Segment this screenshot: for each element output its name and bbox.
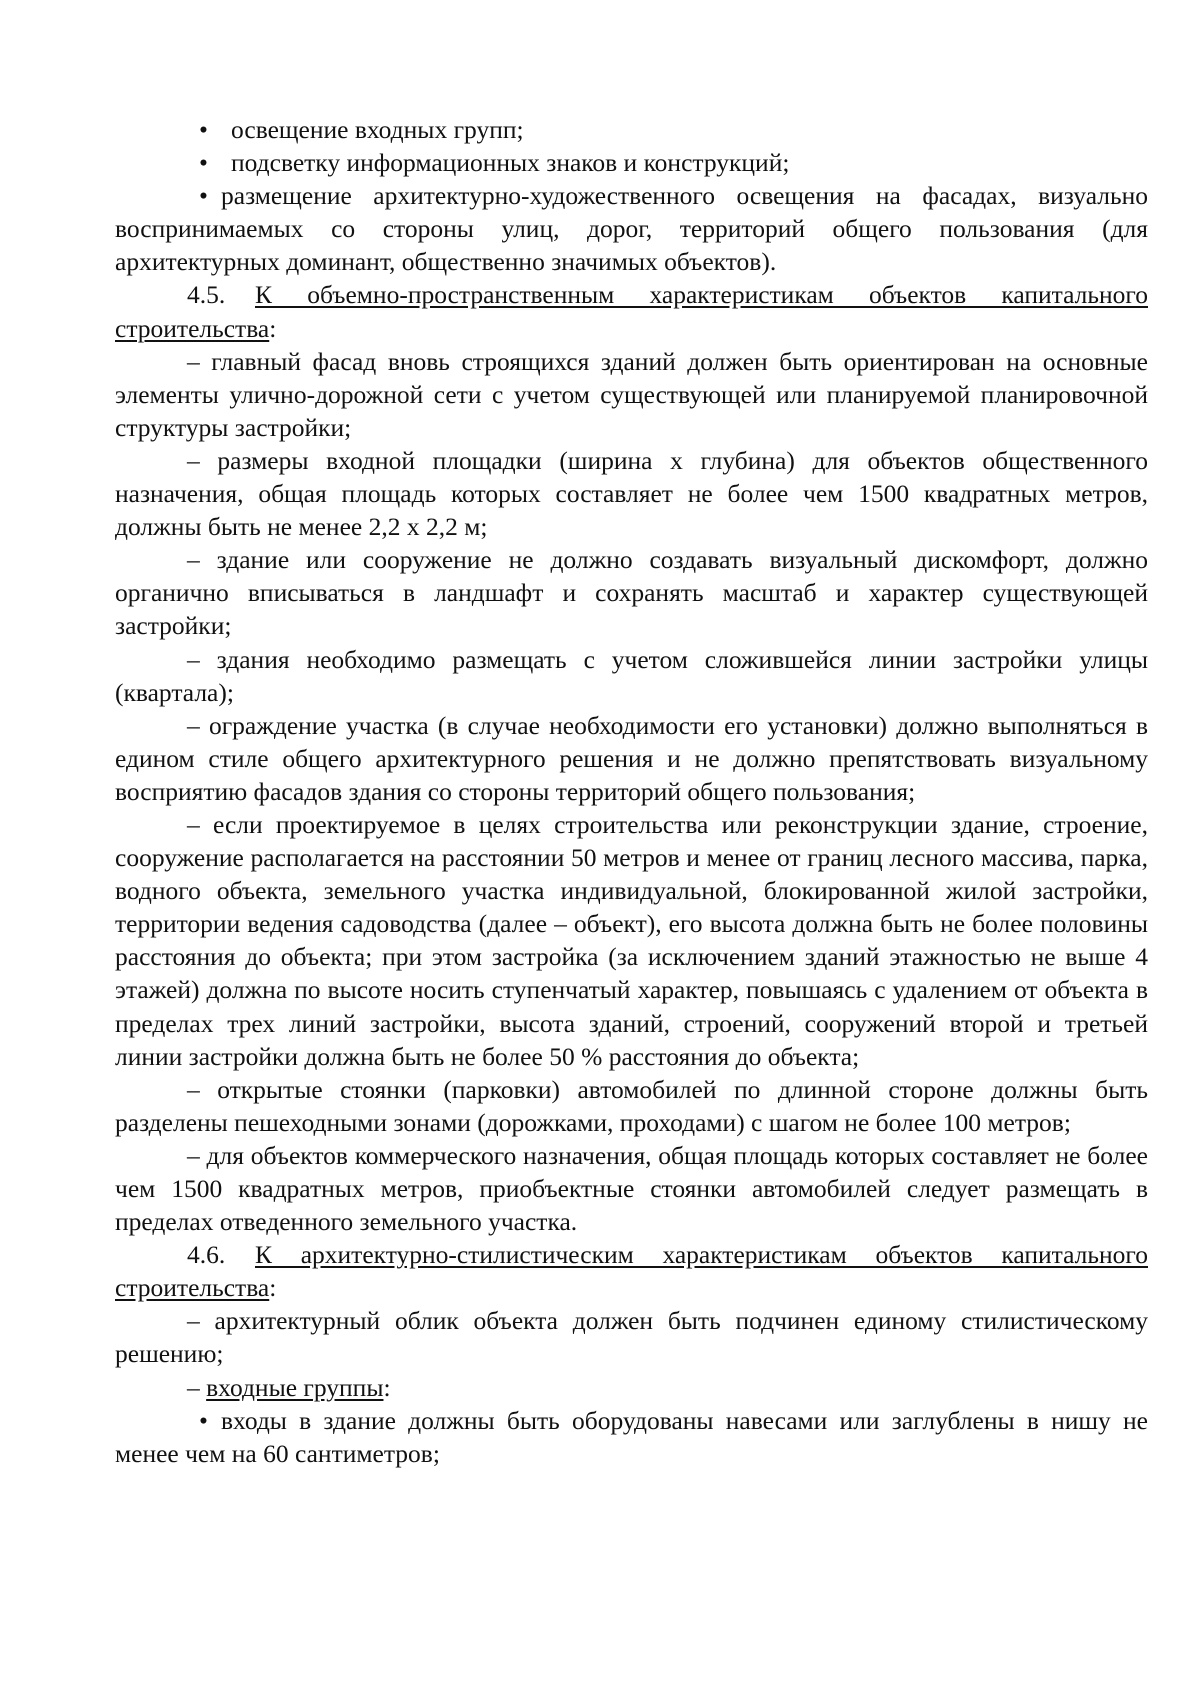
bullet-item (115, 113, 1148, 146)
section-heading-4-5 (115, 278, 1148, 344)
list-item: – главный фасад вновь строящихся зданий должен быть ориентирован на основные элементы улично-дорожной сети с учетом существующей или планируемой планировочной структуры застройки; (115, 346, 1148, 442)
document-page (115, 113, 1148, 1470)
dash: – (187, 1372, 207, 1402)
section-heading-4-6 (115, 1238, 1148, 1304)
bullet-icon: • (199, 115, 208, 144)
list-item: – для объектов коммерческого назначения, общая площадь которых составляет не более чем 1500 квадратных метров, приобъектные стоянки автомобилей следует размещать в пределах отведенного земельного участка. (115, 1140, 1148, 1237)
bullet-text: размещение архитектурно-художественного освещения на фасадах, визуально воспринимаемых со стороны улиц, дорог, территорий общего пользования (для архитектурных доминант, общественно значимых объектов). (115, 181, 1148, 277)
list-item: – открытые стоянки (парковки) автомобилей по длинной стороне должны быть разделены пешеходными зонами (дорожками, проходами) с шагом не более 100 метров; (115, 1074, 1148, 1137)
list-item-entry-groups (115, 1371, 1148, 1404)
list-item: – архитектурный облик объекта должен быть подчинен единому стилистическому решению; (115, 1306, 1148, 1369)
list-item: – здание или сооружение не должно создавать визуальный дискомфорт, должно органично вписываться в ландшафт и сохранять масштаб и характер существующей застройки; (115, 545, 1148, 641)
entry-groups-label: входные группы (206, 1372, 384, 1402)
section-number: 4.5. (187, 280, 226, 310)
bullet-item (115, 146, 1148, 179)
section-title-suffix: : (269, 1273, 277, 1303)
list-item: – ограждение участка (в случае необходимости его установки) должно выполняться в едином стиле общего архитектурного решения и не должно препятствовать визуальному восприятию фасадов здания со стороны территорий общего пользования; (115, 710, 1148, 806)
section-title: К объемно-пространственным характеристикам объектов капитального строительства (115, 280, 1148, 343)
section-title: К архитектурно-стилистическим характеристикам объектов капитального строительства (115, 1240, 1148, 1303)
entry-groups-suffix: : (383, 1372, 391, 1402)
list-item: – размеры входной площадки (ширина х глубина) для объектов общественного назначения, общая площадь которых составляет не более чем 1500 квадратных метров, должны быть не менее 2,2 х 2,2 м; (115, 445, 1148, 542)
list-item: – здания необходимо размещать с учетом сложившейся линии застройки улицы (квартала); (115, 644, 1148, 707)
bullet-icon: • (199, 148, 208, 178)
bullet-text: освещение входных групп; (231, 115, 524, 144)
list-item: – если проектируемое в целях строительства или реконструкции здание, строение, сооружение располагается на расстоянии 50 метров и менее от границ лесного массива, парка, водного объекта, земельного участка индивидуальной, блокированной жилой застройки, территории ведения садоводства (далее – объект), его высота должна быть не более половины расстояния до объекта; при этом застройка (за исключением зданий этажностью не выше 4 этажей) должна по высоте носить ступенчатый характер, повышаясь с удалением от объекта в пределах трех линий застройки, высота зданий, строений, сооружений второй и третьей линии застройки должна быть не более 50 % расстояния до объекта; (115, 809, 1148, 1071)
bullet-paragraph (115, 179, 1148, 278)
bullet-paragraph (115, 1404, 1148, 1470)
bullet-text: входы в здание должны быть оборудованы навесами или заглублены в нишу не менее чем на 60 сантиметров; (115, 1405, 1148, 1468)
section-title-suffix: : (269, 313, 277, 343)
bullet-text: подсветку информационных знаков и конструкций; (231, 148, 790, 178)
bullet-icon: • (199, 1405, 208, 1435)
section-number: 4.6. (187, 1240, 226, 1270)
bullet-icon: • (199, 181, 208, 211)
